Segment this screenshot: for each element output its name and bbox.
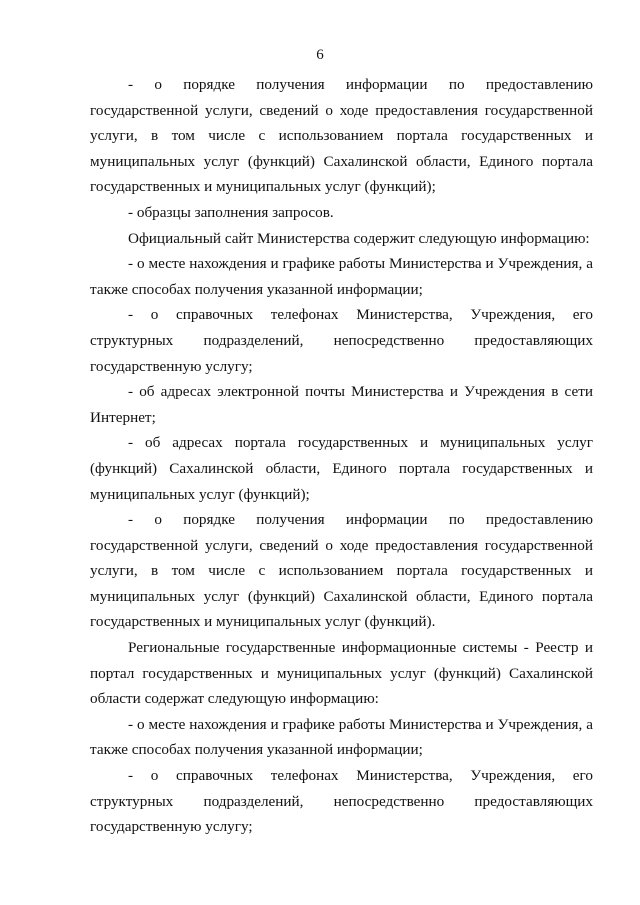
paragraph-official-site-intro: Официальный сайт Министерства содержит следующую информацию: bbox=[128, 229, 590, 247]
paragraph-procedure-info: - о порядке получения информации по предоставлению государственной услуги, сведений о ходе предоставления государственной услуги, в том числе с использованием портала государственных и муниципальных услуг (функций) Сахалинской области, Единого портала государственных и муниципальных услуг (функций); bbox=[90, 76, 593, 196]
paragraph-request-samples: - образцы заполнения запросов. bbox=[128, 203, 334, 221]
paragraph-portal-addresses: - об адресах портала государственных и муниципальных услуг (функций) Сахалинской области, Единого портала государственных и муниципальных услуг (функций); bbox=[90, 434, 593, 503]
paragraph-location-schedule-2: - о месте нахождения и графике работы Министерства и Учреждения, а также способах получения указанной информации; bbox=[90, 715, 593, 759]
paragraph-regional-systems-intro: Региональные государственные информационные системы - Реестр и портал государственных и муниципальных услуг (функций) Сахалинской области содержат следующую информацию: bbox=[90, 639, 593, 708]
document-body bbox=[90, 72, 593, 840]
paragraph-procedure-info-2: - о порядке получения информации по предоставлению государственной услуги, сведений о ходе предоставления государственной услуги, в том числе с использованием портала государственных и муниципальных услуг (функций) Сахалинской области, Единого портала государственных и муниципальных услуг (функций). bbox=[90, 511, 593, 631]
page-number: 6 bbox=[316, 47, 324, 63]
paragraph-email-addresses: - об адресах электронной почты Министерства и Учреждения в сети Интернет; bbox=[90, 383, 593, 426]
paragraph-location-schedule: - о месте нахождения и графике работы Министерства и Учреждения, а также способах получения указанной информации; bbox=[90, 255, 593, 298]
paragraph-reference-phones-2: - о справочных телефонах Министерства, Учреждения, его структурных подразделений, непосредственно предоставляющих государственную услугу; bbox=[90, 767, 593, 836]
paragraph-reference-phones: - о справочных телефонах Министерства, Учреждения, его структурных подразделений, непосредственно предоставляющих государственную услугу; bbox=[90, 306, 593, 375]
